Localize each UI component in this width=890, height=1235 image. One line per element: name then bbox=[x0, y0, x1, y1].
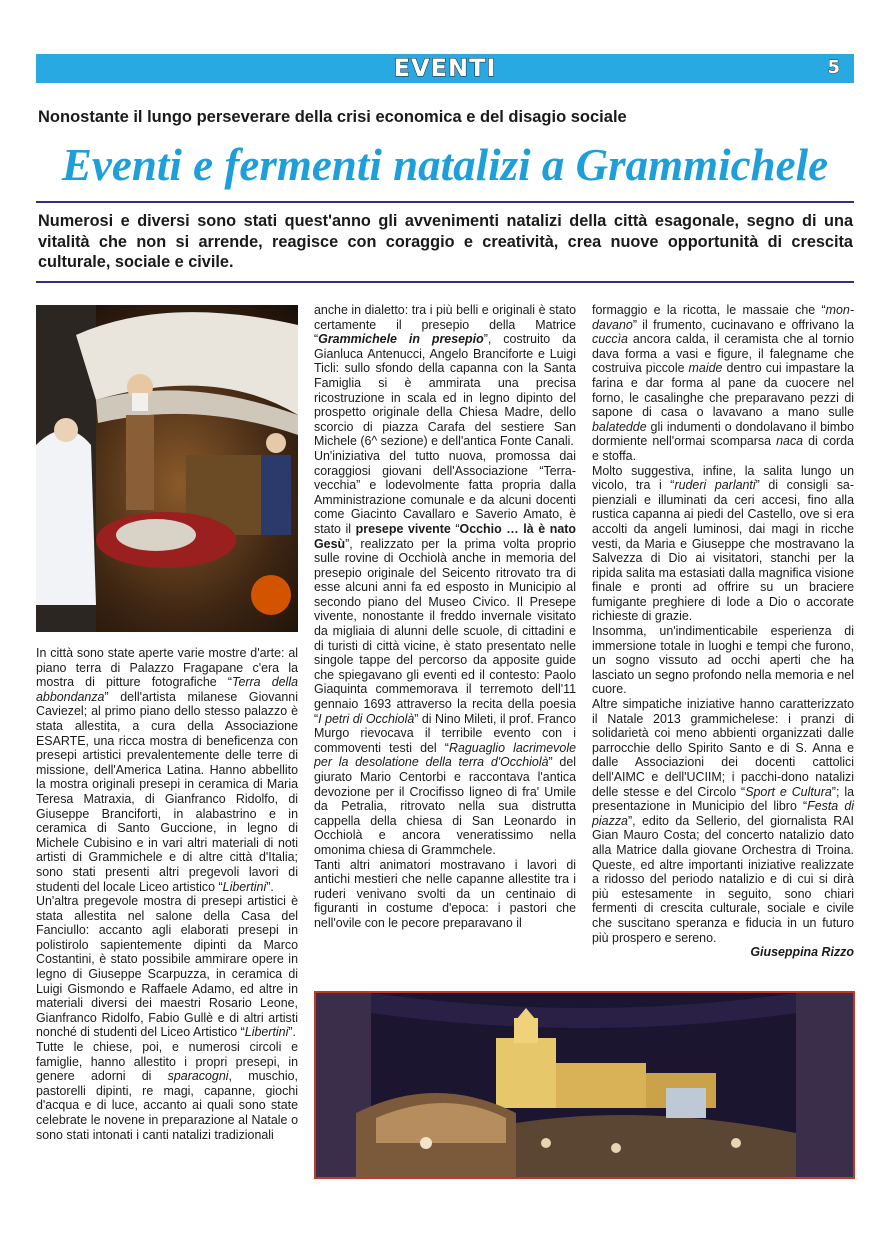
photo-living-nativity bbox=[36, 305, 298, 632]
divider-bottom bbox=[36, 281, 854, 283]
photo-nativity-diorama bbox=[314, 991, 855, 1179]
nativity-diorama-image bbox=[316, 993, 853, 1177]
headline: Eventi e fermenti natalizi a Grammichele bbox=[61, 140, 829, 190]
section-header-band bbox=[36, 54, 854, 83]
page-number: 5 bbox=[827, 57, 840, 78]
byline: Giuseppina Rizzo bbox=[750, 945, 854, 960]
article-column-3: formaggio e la ricotta, le massaie che “mondavano” il frumento, cucinavano e offrivano la cuccìa ancora calda, il ceramista che al tornio dava forma a vasi e figure, il falegname che costruiva piccole maide dentro cui impastare la farina e dar forma al pane da cuocere nel forno, le casalinghe che preparavano pezzi di sapone di casa o lavavano a mano sulle balatedde gli indumenti o dondolavano il bimbo dormiente nell'ormai scomparsa naca di corda e stoffa. Molto suggestiva, infine, la salita lungo un vicolo, tra i “ruderi parlanti” di consigli sapienziali e illuminati da ceri accesi, fino alla rustica capanna ai piedi del Castello, ove si era accolti da angeli luminosi, dai magi in ricche vesti, da Maria e Giuseppe che mostravano la Salvezza di Dio ai visitatori, stanchi per la ripida salita ma estasiati dalla magnifica visione finale e pronti ad offrire su un braciere fumigante preghiere di lode a Dio o accorate richieste di grazie. Insomma, un'indimenticabile esperienza di immersione totale in luoghi e tempi che furono, un sogno vissuto ad occhi aperti che ha lasciato un segno profondo nella memoria e nel cuore. Altre simpatiche iniziative hanno caratterizzato il Natale 2013 grammichelese: i pranzi di solidarietà coi meno abbienti organizzati dalle parrocchie dello Spirito Santo e di S. Anna e dalle Associazioni dei docenti cattolici dell'AIMC e dell'UCIIM; i pacchi-dono natalizi delle stesse e del Circolo “Sport e Cultura”; la presentazione in Municipio del libro “Festa di piazza”, edito da Sellerio, del giornalista RAI Gian Mauro Costa; del concerto natalizio dato alla Matrice dalla giovane Orchestra di Troina. Queste, ed altre importanti iniziative realizzate a ridosso del periodo natalizio e di cui si dirà più estesamente in seguito, sono chiari fermenti di crescita culturale, sociale e civile che suscitano speranza e fiducia in un futuro più prospero e sereno. Giuseppina Rizzo bbox=[592, 303, 855, 960]
section-label: EVENTI bbox=[393, 54, 497, 82]
lede: Numerosi e diversi sono stati quest'anno gli avvenimenti natalizi della città esagonale, segno di una vitalità che non si arrende, reagisce con coraggio e creatività, crea nuove opportunità di crescita culturale, sociale e civile. bbox=[38, 212, 853, 271]
divider-top bbox=[36, 201, 854, 203]
article-column-2: anche in dialetto: tra i più belli e originali è stato certamente il presepio della Matrice “Grammichele in presepio”, costruito da Gianluca Antenucci, Angelo Branciforte e Luigi Ticli: sullo sfondo della capanna con la Santa Famiglia si è ammirata una precisa ricostruzione in scala ed in legno dipinto del prospetto originale della Chiesa Madre, dello scorcio di piazza Carafa del sestiere San Michele (6^ sezione) e dell'antica Fonte Canali. Un'iniziativa del tutto nuova, promossa dai coraggiosi giovani dell'Associazione “Terravecchia” e lodevolmente fatta propria dalla Amministrazione comunale e da alcuni docenti come Giacinto Cavallaro e Saverio Amato, è stato il presepe vivente “Occhio … là è nato Gesù”, realizzato per la prima volta proprio sulle rovine di Occhiolà anche in memoria del presepio originale del Seicento ritrovato tra di esse alcuni anni fa ed esposto in Municipio al secondo piano del Museo Civico. Il Presepe vivente, nonostante il freddo invernale visitato da migliaia di alunni delle scuole, di cittadini e di turisti di città vicine, è stato presentato nelle singole tappe del percorso da apposite guide che spiegavano gli eventi ed il contesto: Paolo Giaquinta commemorava il terremoto dell'11 gennaio 1693 attraverso la recita della poesia “I petri di Occhiolà” di Nino Mileti, il prof. Franco Murgo rievocava il terribile evento con i commoventi testi del “Raguaglio lacrimevole per la desolatione della terra d'Occhiolà” del giurato Mario Centorbi e raccontava l'antica devozione per il Crocifisso ligneo di fra' Umile da Petralia, ritrovato nella sua distrutta cappella della chiesa di San Leonardo in Occhiolà e ancora veneratissimo nella omonima chiesa di Grammchele. Tanti altri animatori mostravano i lavori di antichi mestieri che nelle capanne allestite tra i ruderi venivano svolti da un centinaio di figuranti in costume d'epoca: i pastori che nell'ovile con le pecore preparavano il bbox=[314, 303, 577, 930]
kicker: Nonostante il lungo perseverare della crisi economica e del disagio sociale bbox=[38, 108, 627, 126]
article-column-1: In città sono state aperte varie mostre d'arte: al piano terra di Palazzo Fragapane c'era la mostra di pitture fotografiche “Terra della abbondanza” dell'artista milanese Giovanni Caviezel; al primo piano dello stesso palazzo è stata allestita, a cura della Associazione ESARTE, una ricca mostra di beneficenza con presepi artistici prevalentemente delle terre di missione, dell'America Latina. Hanno abbellito la mostra originali presepi in ceramica di Maria Teresa Matraxia, di Gianfranco Ridolfo, di Giuseppe Branciforti, in alabastrino e in ceramica di Santo Guccione, in legno di Michele Cubisino e in vari altri materiali di noti artisti di Grammichele e di altre città d'Italia; sono stati presenti altri pregevoli lavori di studenti del locale Liceo artistico “Libertini”. Un'altra pregevole mostra di presepi artistici è stata allestita nel salone della Casa del Fanciullo: accanto agli elaborati presepi in polistirolo sapientemente dipinti da Marco Costantini, è stato possibile ammirare opere in legno di Giuseppe Scarpuzza, in ceramica di Luigi Gismondo e Raffaele Adamo, ed altre in materiali diversi dei maestri Rosario Leone, Gianfranco Ridolfo, Fabio Gullè e di altri artisti nonché di studenti del Liceo Artistico “Libertini”. Tutte le chiese, poi, e numerosi circoli e famiglie, hanno allestito i propri presepi, in genere adorni di sparacogni, muschio, pastorelli dipinti, re magi, capanne, giochi d'acqua e di luce, accanto ai quali sono state celebrate le novene in preparazione al Natale o sono stati intonati i canti natalizi tradizionali bbox=[36, 646, 298, 1142]
living-nativity-image bbox=[36, 305, 298, 632]
